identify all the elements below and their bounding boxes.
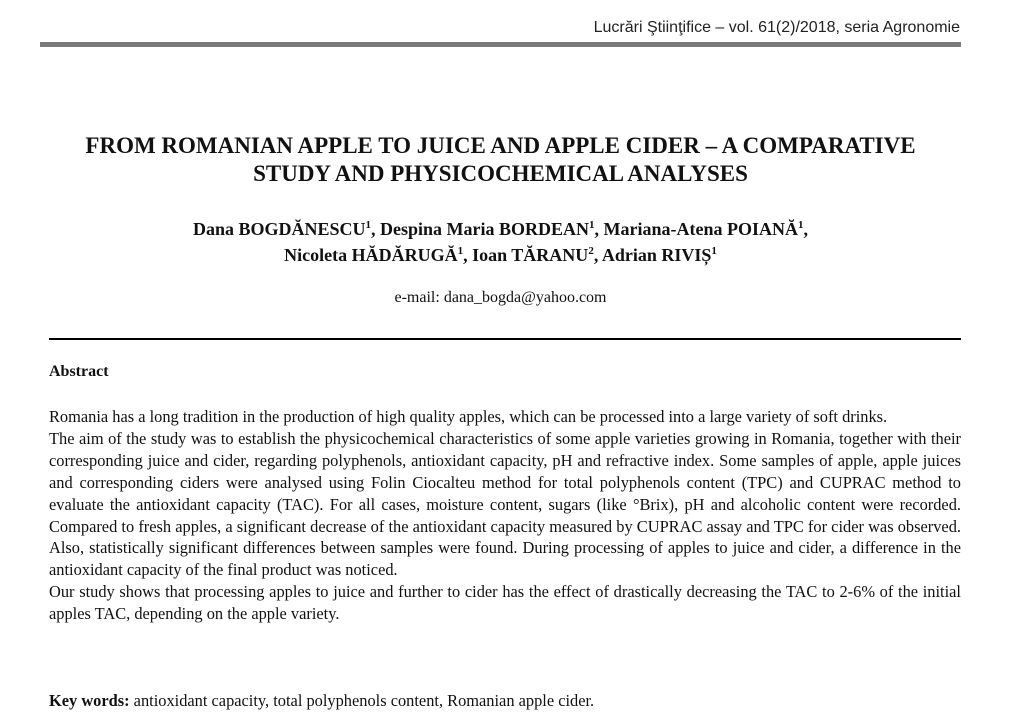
abstract-body: [49, 406, 961, 625]
keywords-label: Key words:: [49, 691, 130, 710]
author-name: Despina Maria BORDEAN: [380, 219, 590, 239]
author-line: [40, 216, 961, 242]
author-separator: ,: [463, 245, 473, 265]
abstract-paragraph: The aim of the study was to establish the physicochemical characteristics of some apple varieties growing in Romania, together with their corresponding juice and cider, regarding polyphenols, antioxidant capacity, pH and refractive index. Some samples of apple, apple juices and corresponding ciders were analysed using Folin Ciocalteu method for total polyphenols content (TPC) and CUPRAC method to evaluate the antioxidant capacity (TAC). For all cases, moisture content, sugars (like °Brix), pH and alcoholic content were recorded. Compared to fresh apples, a significant decrease of the antioxidant capacity measured by CUPRAC assay and TPC for cider was observed. Also, statistically significant differences between samples were found. During processing of apples to juice and cider, a difference in the antioxidant capacity of the final product was noticed.: [49, 428, 961, 580]
author-separator: ,: [594, 219, 604, 239]
running-header: Lucrări Ştiinţifice – vol. 61(2)/2018, seria Agronomie: [593, 19, 960, 36]
author-separator: ,: [593, 245, 602, 265]
abstract-paragraph: Our study shows that processing apples to juice and further to cider has the effect of drastically decreasing the TAC to 2-6% of the initial apples TAC, depending on the apple variety.: [49, 582, 961, 624]
keywords-line: [49, 691, 594, 711]
author-name: Adrian RIVIȘ: [601, 245, 712, 265]
author-line: [40, 242, 961, 268]
abstract-paragraph: Romania has a long tradition in the production of high quality apples, which can be processed into a large variety of soft drinks.: [49, 407, 888, 426]
abstract-heading: Abstract: [49, 363, 109, 380]
title-line: FROM ROMANIAN APPLE TO JUICE AND APPLE CIDER – A COMPARATIVE: [85, 133, 916, 158]
author-name: Ioan TĂRANU: [472, 245, 589, 265]
paper-title: [40, 132, 961, 188]
section-divider: [49, 338, 961, 340]
author-name: Mariana-Atena POIANĂ: [603, 219, 799, 239]
affiliation-mark: 1: [365, 219, 372, 231]
contact-email: e-mail: dana_bogda@yahoo.com: [394, 289, 607, 306]
author-list: [40, 216, 961, 268]
affiliation-mark: 1: [798, 219, 804, 231]
author-name: Nicoleta HĂDĂRUGĂ: [284, 245, 458, 265]
keywords-text: antioxidant capacity, total polyphenols content, Romanian apple cider.: [129, 691, 595, 710]
author-separator: ,: [803, 219, 809, 239]
affiliation-mark: 2: [588, 245, 594, 257]
author-separator: ,: [371, 219, 381, 239]
affiliation-mark: 1: [711, 245, 717, 257]
header-rule: [40, 42, 961, 47]
affiliation-mark: 1: [589, 219, 595, 231]
author-name: Dana BOGDĂNESCU: [192, 219, 366, 239]
affiliation-mark: 1: [457, 245, 464, 257]
title-line: STUDY AND PHYSICOCHEMICAL ANALYSES: [253, 161, 748, 186]
